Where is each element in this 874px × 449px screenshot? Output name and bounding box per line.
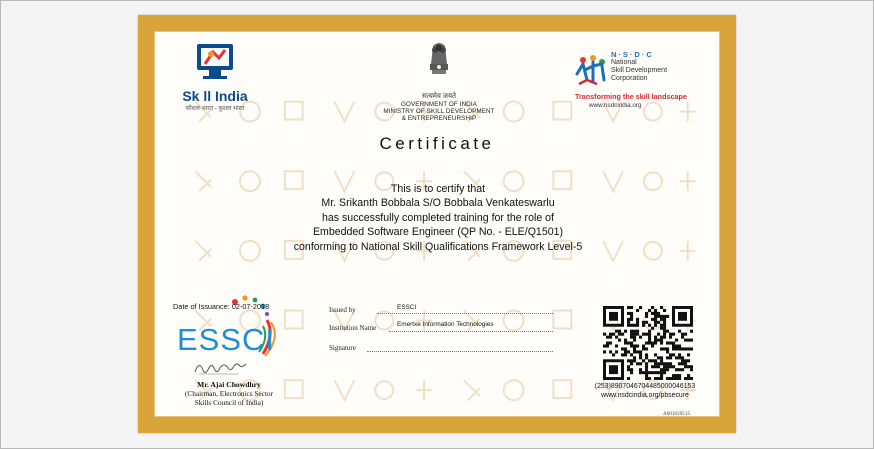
skill-india-emblem-icon — [191, 40, 239, 84]
date-of-issuance-label: Date of Issuance: — [173, 302, 230, 311]
job-role-line: Embedded Software Engineer (QP No. - ELE/Q1501) — [312, 226, 564, 239]
issued-by-line — [377, 313, 553, 314]
certificate — [138, 15, 736, 433]
body-line-3: has successfully completed training for the role of — [321, 211, 554, 224]
signature-label-text: Signature — [329, 344, 356, 352]
verification-qr-code — [603, 306, 693, 380]
skill-india-name: Sk ll India — [182, 88, 248, 104]
satyameva-jayate: सत्यमेव जयते — [421, 93, 457, 100]
goi-line-2: MINISTRY OF SKILL DEVELOPMENT — [383, 108, 495, 115]
goi-line-3: & ENTREPRENEURSHIP — [401, 115, 477, 122]
national-emblem-icon — [424, 40, 454, 88]
skill-india-tagline: कौशल भारत - कुशल भारत — [185, 106, 245, 112]
chairman-block — [159, 381, 299, 407]
institution-value: Emertxe Information Technologies — [397, 321, 494, 328]
nsdc-people-icon — [575, 54, 609, 90]
chairman-signature-image — [191, 358, 251, 378]
verification-code: (253)8907046704485000046153 — [594, 383, 696, 390]
certificate-serial: A001029515 — [663, 411, 691, 417]
skill-india-logo — [173, 40, 257, 112]
nsdc-tagline: Transforming the skill landscape — [575, 92, 687, 101]
certificate-title: Certificate — [379, 134, 495, 153]
issued-by-label — [329, 306, 356, 314]
verification-url: www.nsdcindia.org/pbsecure — [601, 392, 689, 400]
essci-logo-text: ESSCI — [177, 322, 276, 357]
chairman-name: Mr. Ajai Chowdhry — [197, 380, 261, 389]
date-of-issuance — [173, 302, 269, 311]
institution-label — [329, 324, 376, 332]
nsdc-name-1: National — [611, 59, 637, 66]
body-line-1: This is to certify that — [390, 183, 486, 195]
chairman-role-line-1: (Chairman, Electronics Sector — [184, 388, 274, 398]
nsdc-acronym: N·S·D·C — [611, 50, 654, 59]
signature-label — [329, 344, 356, 352]
government-emblem-block — [377, 40, 501, 122]
chairman-role-line-2: Skills Council of India) — [194, 397, 264, 407]
date-of-issuance-value: 02-07-2018 — [231, 302, 270, 311]
signature-line — [367, 351, 553, 352]
verification-block — [575, 382, 715, 401]
nsqf-line: conforming to National Skill Qualifications Framework Level-5 — [293, 240, 583, 253]
nsdc-url: www.nsdcindia.org — [589, 102, 642, 109]
nsdc-name-2: Skill Development — [611, 67, 668, 74]
institution-label-text: Institution Name — [329, 324, 377, 332]
certificate-inner — [154, 31, 720, 417]
issued-by-label-text: Issued by — [329, 306, 356, 314]
issued-by-value: ESSCI — [397, 304, 417, 311]
goi-line-1: GOVERNMENT OF INDIA — [401, 101, 477, 108]
recipient-line: Mr. Srikanth Bobbala S/O Bobbala Venkateswarlu — [321, 197, 555, 210]
nsdc-name-3: Corporation — [611, 75, 648, 82]
institution-line — [389, 331, 553, 332]
certificate-body — [195, 182, 681, 254]
